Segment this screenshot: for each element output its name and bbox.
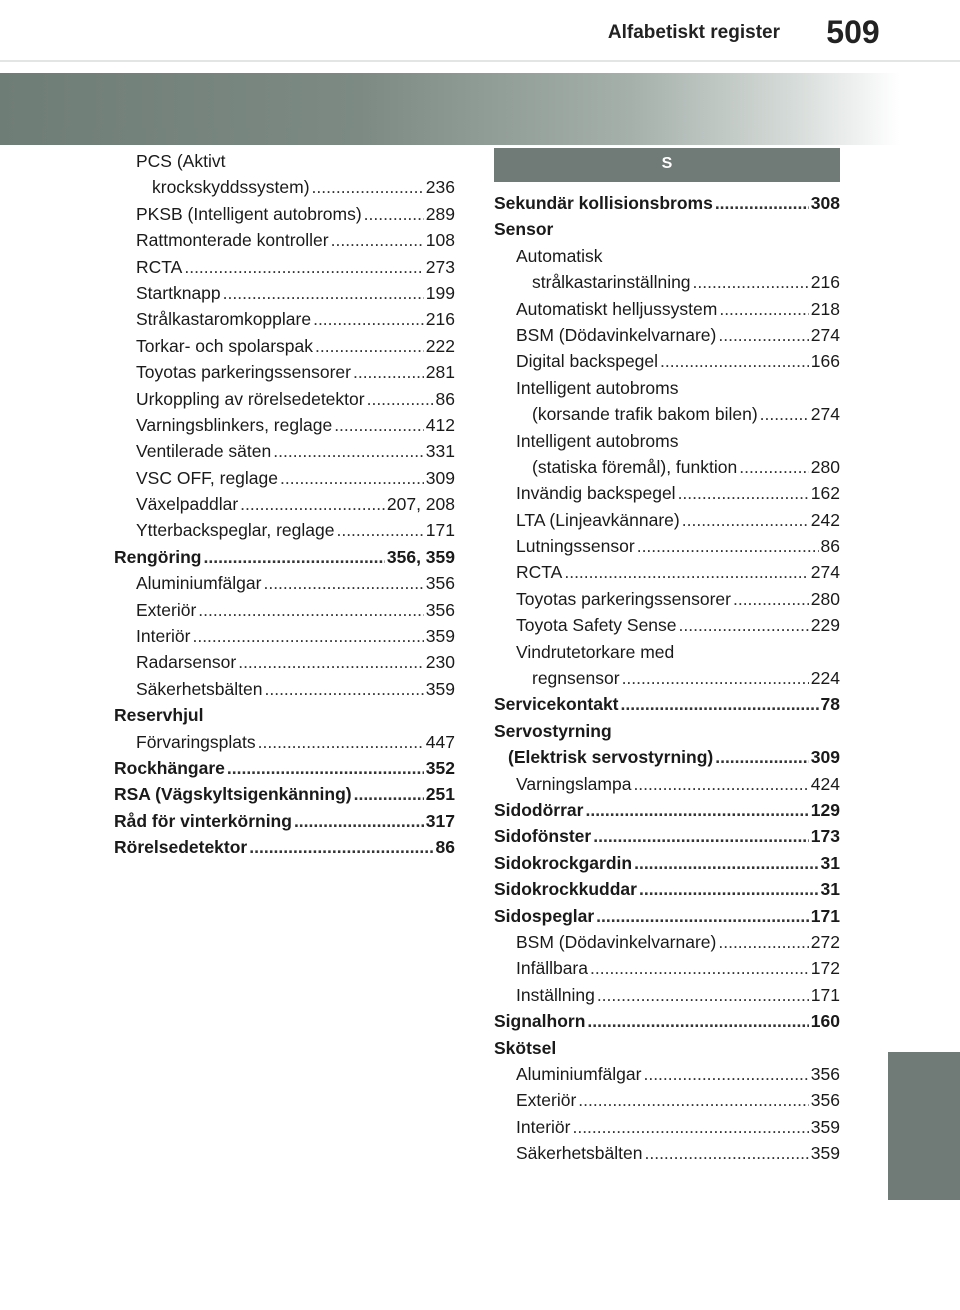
index-entry [494,823,840,849]
index-entry-page: 331 [425,441,455,462]
chapter-thumb-tab [888,1052,960,1200]
index-entry [114,755,455,781]
index-entry [114,306,455,332]
dot-leader [682,507,809,533]
dot-leader [204,544,385,570]
index-entry-label: Rengöring [114,546,202,567]
index-entry-label: Råd för vinterkörning [114,810,292,831]
dot-leader [336,517,423,543]
index-entry-label: RSA (Vägskyltsigenkänning) [114,784,352,805]
dot-leader [367,386,434,412]
index-entry-label: Startknapp [136,282,221,303]
index-entry [494,322,840,348]
index-entry-label: krockskyddssystem) [152,177,310,198]
index-entry [114,517,455,543]
index-entry-page: 216 [425,309,455,330]
index-entry-label: Interiör [516,1116,571,1137]
index-entry-page: 356 [425,573,455,594]
index-entry-label: VSC OFF, reglage [136,467,278,488]
dot-leader [643,1061,808,1087]
index-entry-label: Sidokrockgardin [494,852,633,873]
dot-leader [273,438,424,464]
index-entry-label: (korsande trafik bakom bilen) [532,404,758,425]
dot-leader [644,1140,808,1166]
index-entry [494,454,840,480]
dot-leader [263,570,423,596]
dot-leader [715,744,809,770]
index-entry-label: (statiska föremål), funktion [532,456,738,477]
index-entry-page: 281 [425,362,455,383]
index-entry [114,702,455,728]
dot-leader [660,348,809,374]
index-entry-page: 272 [810,931,840,952]
dot-leader [679,612,809,638]
index-entry-label: Säkerhetsbälten [136,678,263,699]
index-entry [494,1008,840,1034]
index-entry-label: Invändig backspegel [516,483,676,504]
index-entry [494,612,840,638]
index-entry-label: Sidofönster [494,826,592,847]
index-entry-label: Varningsblinkers, reglage [136,414,333,435]
index-entry [494,586,840,612]
index-entry-label: Lutningssensor [516,536,635,557]
index-entry-page: 273 [425,256,455,277]
index-entry-page: 359 [810,1143,840,1164]
index-entry [494,401,840,427]
dot-leader [733,586,809,612]
dot-leader [597,982,809,1008]
index-entry-page: 274 [810,562,840,583]
dot-leader [198,597,424,623]
dot-leader [227,755,424,781]
index-entry [114,465,455,491]
dot-leader [280,465,424,491]
index-entry [494,1114,840,1140]
index-entry-label: PCS (Aktivt [136,151,226,171]
index-entry [114,597,455,623]
index-column-left [114,148,455,861]
index-entry [114,570,455,596]
header-divider [0,60,960,62]
index-entry [494,929,840,955]
index-entry-label: Servicekontakt [494,694,619,715]
section-title: Alfabetiskt register [607,22,780,43]
index-entry-page: 412 [425,414,455,435]
index-entry [494,296,840,322]
index-entry [114,280,455,306]
index-entry [494,665,840,691]
dot-leader [240,491,385,517]
dot-leader [312,174,424,200]
index-column-right [494,148,840,1166]
index-entry [494,1140,840,1166]
index-entry-label: Toyota Safety Sense [516,615,677,636]
index-entry-label: Reservhjul [114,705,204,726]
index-entry [494,850,840,876]
index-entry-page: 309 [810,747,840,768]
index-entry-label: Aluminiumfälgar [136,573,262,594]
index-entry-label: Radarsensor [136,652,237,673]
index-entry-label: Sidodörrar [494,799,584,820]
index-entry-page: 236 [425,177,455,198]
index-entry [494,269,840,295]
index-entry [494,348,840,374]
index-entry-page: 172 [810,958,840,979]
index-entry [494,480,840,506]
dot-leader [693,269,809,295]
index-entry [114,649,455,675]
dot-leader [192,623,423,649]
dot-leader [354,781,424,807]
index-entry-page: 356 [810,1063,840,1084]
index-entry-page: 230 [425,652,455,673]
index-entry [114,781,455,807]
index-entry-label: Rockhängare [114,757,225,778]
index-entry-page: 224 [810,668,840,689]
index-entry-page: 352 [425,757,455,778]
index-entry-page: 166 [810,351,840,372]
index-entry-page: 86 [435,388,455,409]
index-entry [494,876,840,902]
index-entry [114,201,455,227]
index-entry-label: Rattmonterade kontroller [136,230,329,251]
index-entry-label: Aluminiumfälgar [516,1063,642,1084]
index-entry-label: Automatisk [516,245,603,266]
index-entry-label: strålkastarinställning [532,272,691,293]
index-entry-page: 78 [820,694,840,715]
dot-leader [264,676,423,702]
index-entry [114,333,455,359]
dot-leader [587,1008,808,1034]
index-entry [114,386,455,412]
index-entry-label: Exteriör [516,1090,577,1111]
index-entry-page: 31 [820,879,840,900]
index-entry [494,428,840,454]
dot-leader [596,903,809,929]
index-entry [494,744,840,770]
index-entry-page: 359 [425,626,455,647]
index-entry [114,808,455,834]
index-entry-page: 424 [810,773,840,794]
index-entry-label: Sensor [494,219,554,240]
page-number: 509 [826,14,880,50]
dot-leader [634,850,818,876]
index-entry-label: Signalhorn [494,1011,586,1032]
index-entry-label: (Elektrisk servostyrning) [508,747,714,768]
index-entry-page: 129 [810,799,840,820]
index-entry-page: 199 [425,282,455,303]
index-entries-s [494,190,840,1166]
index-entry [494,559,840,585]
index-entry-label: Digital backspegel [516,351,659,372]
index-entry-page: 356 [810,1090,840,1111]
index-entry [494,955,840,981]
index-entry-label: Varningslampa [516,773,632,794]
dot-leader [249,834,433,860]
index-entry [494,1087,840,1113]
index-entry-page: 216 [810,272,840,293]
section-letter-header: S [494,148,840,182]
index-entry-page: 308 [810,193,840,213]
index-entry-page: 171 [810,984,840,1005]
index-entry-label: Skötsel [494,1037,557,1058]
dot-leader [715,190,809,216]
index-entry-label: LTA (Linjeavkännare) [516,509,680,530]
index-entry-label: Infällbara [516,958,588,979]
dot-leader [718,929,808,955]
index-entry [114,729,455,755]
header-banner [0,73,900,145]
index-entry [114,227,455,253]
index-entry-label: Sidospeglar [494,905,595,926]
index-entry-label: Automatiskt helljussystem [516,298,718,319]
dot-leader [315,333,424,359]
index-entry-label: Intelligent autobroms [516,377,679,398]
dot-leader [564,559,808,585]
index-entry-label: Rörelsedetektor [114,837,248,858]
dot-leader [238,649,424,675]
dot-leader [590,955,809,981]
index-entry [494,243,840,269]
index-entry [114,623,455,649]
index-entry [494,507,840,533]
dot-leader [622,665,809,691]
index-entry [494,375,840,401]
index-entry-page: 162 [810,483,840,504]
dot-leader [593,823,809,849]
index-entry [114,359,455,385]
index-entry [114,676,455,702]
index-entry-page: 171 [425,520,455,541]
index-entry [114,174,455,200]
index-entry-label: regnsensor [532,668,620,689]
index-entry-label: BSM (Dödavinkelvarnare) [516,931,717,952]
index-entry-page: 359 [810,1116,840,1137]
index-entry-page: 274 [810,404,840,425]
dot-leader [678,480,809,506]
index-entry [494,216,840,242]
index-entry-label: Toyotas parkeringssensorer [516,588,731,609]
index-entry-label: BSM (Dödavinkelvarnare) [516,324,717,345]
index-entry-page: 160 [810,1011,840,1032]
index-entry-label: Sidokrockkuddar [494,879,637,900]
index-entry-label: Förvaringsplats [136,731,256,752]
index-entry [494,639,840,665]
index-entry-label: Säkerhetsbälten [516,1143,643,1164]
index-entry [494,903,840,929]
dot-leader [294,808,424,834]
index-entry-page: 356, 359 [386,546,455,567]
index-entry-page: 280 [810,456,840,477]
index-entry-page: 280 [810,588,840,609]
index-entry-label: Torkar- och spolarspak [136,335,314,356]
dot-leader [621,691,819,717]
index-entry-label: Vindrutetorkare med [516,641,675,662]
index-entry [494,691,840,717]
dot-leader [639,876,819,902]
index-entry-label: Sekundär kollisionsbroms [494,193,713,213]
index-entry-label: RCTA [516,562,563,583]
index-entry-label: Växelpaddlar [136,494,239,515]
index-entry [494,771,840,797]
index-entry-label: Toyotas parkeringssensorer [136,362,351,383]
index-entry-page: 222 [425,335,455,356]
index-entry [494,797,840,823]
index-entry [114,148,455,174]
index-entry-page: 108 [425,230,455,251]
index-entry [494,718,840,744]
dot-leader [637,533,819,559]
index-entry [494,1035,840,1061]
index-entry-page: 309 [425,467,455,488]
index-entry-page: 207, 208 [386,494,455,515]
index-entry-label: Servostyrning [494,720,612,741]
dot-leader [364,201,424,227]
index-entry-label: Intelligent autobroms [516,430,679,451]
dot-leader [258,729,424,755]
dot-leader [739,454,809,480]
index-entry [114,438,455,464]
index-entry-page: 317 [425,810,455,831]
index-entry-label: Interiör [136,626,191,647]
index-entry-label: Inställning [516,984,595,1005]
dot-leader [331,227,424,253]
index-entry [114,412,455,438]
dot-leader [313,306,424,332]
index-entry-page: 359 [425,678,455,699]
index-entry [494,982,840,1008]
dot-leader [633,771,808,797]
index-entry-label: PKSB (Intelligent autobroms) [136,203,362,224]
dot-leader [719,296,808,322]
dot-leader [718,322,808,348]
index-entry-page: 274 [810,324,840,345]
index-entry-page: 251 [425,784,455,805]
dot-leader [223,280,424,306]
index-entry [494,533,840,559]
index-entry [494,1061,840,1087]
index-entry [114,544,455,570]
index-entry-label: Ventilerade säten [136,441,272,462]
dot-leader [760,401,809,427]
index-entry-page: 229 [810,615,840,636]
index-entry [114,834,455,860]
index-entry [114,254,455,280]
dot-leader [585,797,808,823]
index-entry-label: Ytterbackspeglar, reglage [136,520,335,541]
index-entry-label: Urkoppling av rörelsedetektor [136,388,365,409]
index-entry-page: 242 [810,509,840,530]
index-entry-page: 86 [435,837,455,858]
index-entry-page: 447 [425,731,455,752]
index-entry-page: 173 [810,826,840,847]
index-entry [114,491,455,517]
index-entry-page: 356 [425,599,455,620]
dot-leader [184,254,423,280]
index-entry [494,190,840,216]
index-entry-page: 218 [810,298,840,319]
dot-leader [334,412,424,438]
dot-leader [572,1114,808,1140]
index-entry-page: 86 [820,536,840,557]
index-entry-label: RCTA [136,256,183,277]
index-entry-page: 31 [820,852,840,873]
index-entry-label: Exteriör [136,599,197,620]
index-entry-page: 171 [810,905,840,926]
dot-leader [578,1087,809,1113]
index-entry-label: Strålkastaromkopplare [136,309,312,330]
index-entry-page: 289 [425,203,455,224]
dot-leader [353,359,424,385]
